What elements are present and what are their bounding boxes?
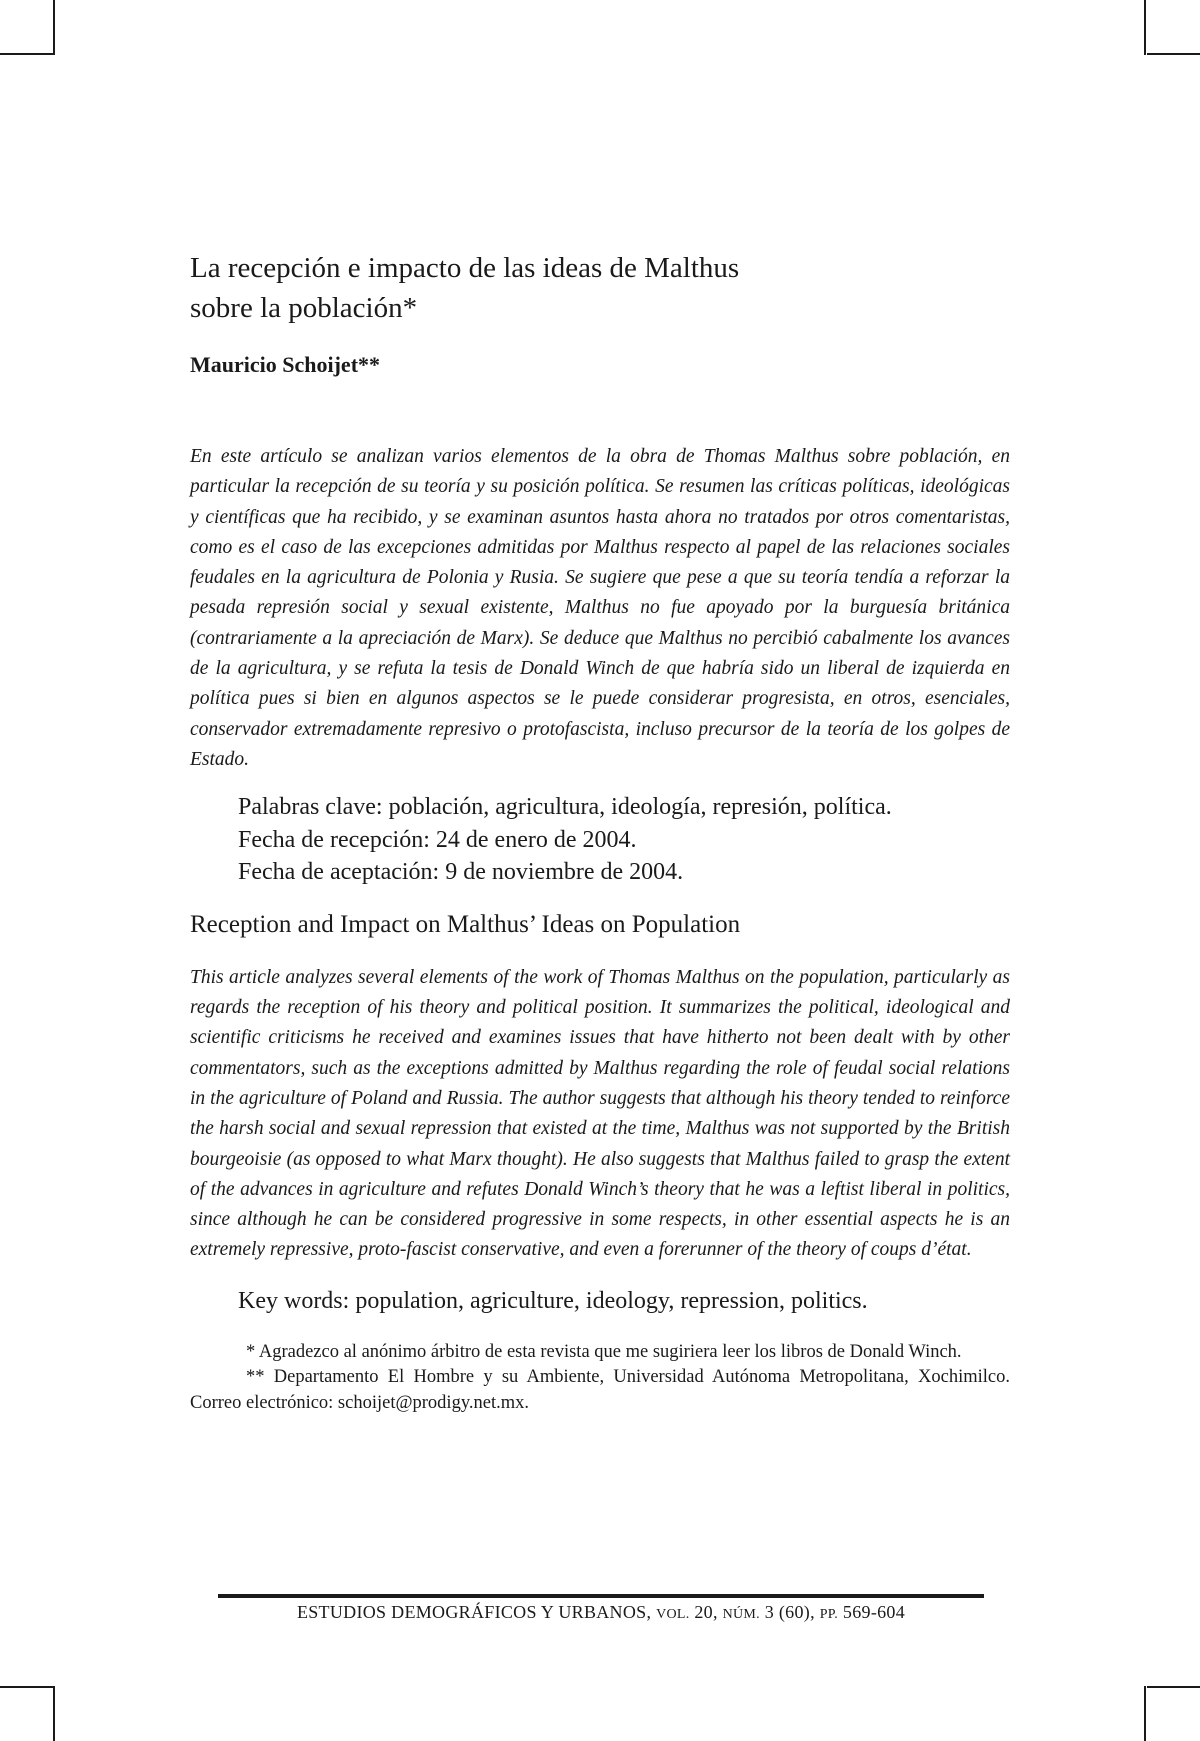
abstract-english: This article analyzes several elements of the work of Thomas Malthus on the population, particularly as regards the reception of his theory and political position. It summarizes the political, ideological and scientific criticisms he received and examines issues that have hitherto not been dealt with by other commentators, such as the exceptions admitted by Malthus regarding the role of feudal social relations in the agriculture of Poland and Russia. The author suggests that although his theory tended to reinforce the harsh social and sexual repression that existed at the time, Malthus was not supported by the British bourgeoisie (as opposed to what Marx thought). He also suggests that Malthus failed to grasp the extent of the advances in agriculture and refutes Donald Winch’s theory that he was a leftist liberal in politics, since although he can be considered progressive in some respects, in other essential aspects he is an extremely repressive, proto-fascist conservative, and even a forerunner of the theory of coups d’état.: [190, 966, 1010, 1261]
keywords-spanish: Palabras clave: población, agricultura, ideología, represión, política.: [238, 794, 892, 821]
journal-name: ESTUDIOS DEMOGRÁFICOS Y URBANOS,: [296, 1602, 652, 1622]
footnotes: [190, 1340, 1010, 1417]
keywords-english: Key words: population, agriculture, ideology, repression, politics.: [238, 1287, 868, 1314]
volume-label: VOL.: [656, 1607, 690, 1622]
journal-footer: [218, 1598, 984, 1629]
english-title: Reception and Impact on Malthus’ Ideas on Population: [190, 910, 741, 938]
crop-mark-bottom-right-vertical: [1144, 1686, 1146, 1741]
article-title-line1: La recepción e impacto de las ideas de Malthus: [190, 252, 740, 284]
crop-mark-top-right-vertical: [1144, 0, 1146, 55]
pages-label: PP.: [819, 1607, 839, 1622]
volume-number: 20,: [694, 1602, 718, 1622]
author-name: Mauricio Schoijet**: [190, 352, 381, 377]
abstract-spanish: En este artículo se analizan varios elementos de la obra de Thomas Malthus sobre población, en particular la recepción de su teoría y su posición política. Se resumen las críticas políticas, ideológicas y científicas que ha recibido, y se examinan asuntos hasta ahora no tratados por otros comentaristas, como es el caso de las excepciones admitidas por Malthus respecto al papel de las relaciones sociales feudales en la agricultura de Polonia y Rusia. Se sugiere que pese a que su teoría tendía a reforzar la pesada represión social y sexual existente, Malthus no fue apoyado por la burguesía británica (contrariamente a la apreciación de Marx). Se deduce que Malthus no percibió cabalmente los avances de la agricultura, y se refuta la tesis de Donald Winch de que habría sido un liberal de izquierda en política pues si bien en algunos aspectos se le puede considerar progresista, en otros, esenciales, conservador extremadamente represivo o protofascista, incluso precursor de la teoría de los golpes de Estado.: [190, 446, 1010, 770]
footnote-2: ** Departamento El Hombre y su Ambiente, Universidad Autónoma Metropolitana, Xochimilco. Correo electrónico: schoijet@prodigy.net.mx.: [190, 1367, 1010, 1413]
crop-mark-bottom-left-vertical: [53, 1686, 55, 1741]
article-title: [190, 248, 890, 328]
crop-mark-top-left-vertical: [53, 0, 55, 55]
article-title-line2: sobre la población*: [190, 292, 418, 324]
issue-label: NÚM.: [722, 1607, 760, 1622]
issue-number: 3 (60),: [764, 1602, 815, 1622]
received-date: Fecha de recepción: 24 de enero de 2004.: [238, 826, 637, 853]
crop-mark-bottom-right-horizontal: [1147, 1686, 1200, 1688]
crop-mark-bottom-left-horizontal: [0, 1686, 53, 1688]
accepted-date: Fecha de aceptación: 9 de noviembre de 2004.: [238, 859, 684, 886]
crop-mark-top-right-horizontal: [1147, 53, 1200, 55]
article-metadata: [238, 791, 1010, 889]
page-range: 569-604: [842, 1602, 906, 1622]
crop-mark-top-left-horizontal: [0, 53, 53, 55]
article-body: [190, 248, 1010, 1416]
footnote-1: * Agradezco al anónimo árbitro de esta revista que me sugiriera leer los libros de Donald Winch.: [246, 1341, 962, 1362]
